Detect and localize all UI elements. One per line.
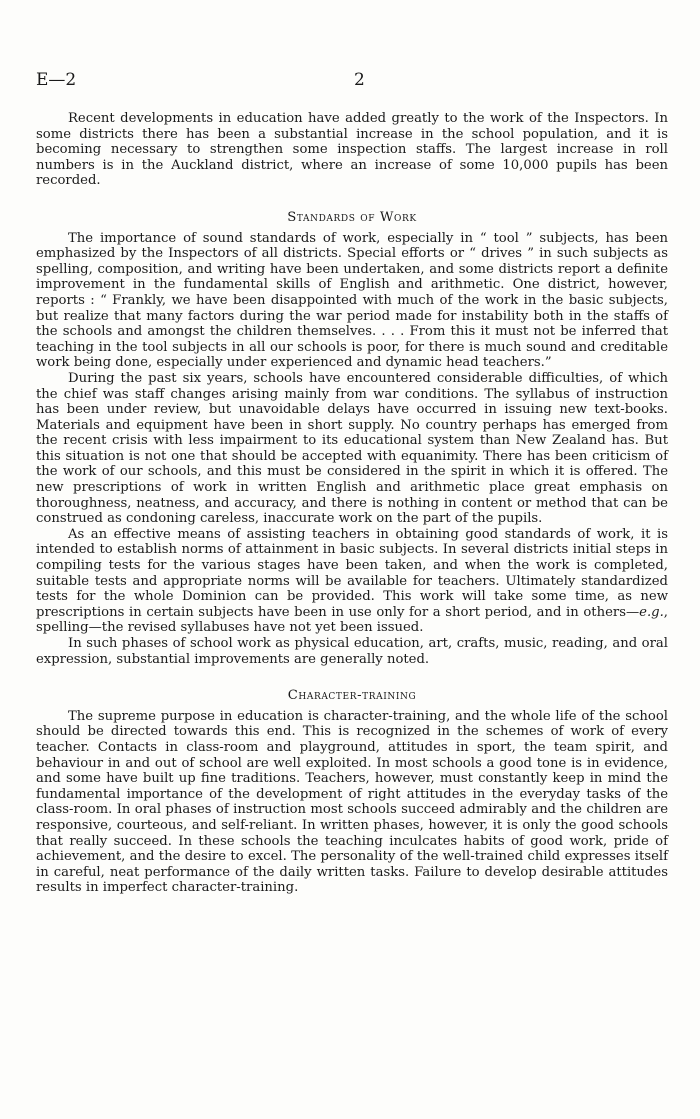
document-reference: E—2 bbox=[36, 70, 77, 90]
intro-paragraph: Recent developments in education have added greatly to the work of the Inspectors. In some districts there has been a substantial increase in the school population, and it is becoming necessary to strengthen some inspection staffs. The largest increase in roll numbers is in the Auckland district, where an increase of some 10,000 pupils has been recorded. bbox=[36, 111, 668, 189]
standards-paragraph-2: During the past six years, schools have encountered considerable difficulties, of which the chief was staff changes arising mainly from war conditions. The syllabus of instruction has been under review, but unavoidable delays have occurred in issuing new text-books. Materials and equipment have been in short supply. No country perhaps has emerged from the recent crisis with less impairment to its educational system than New Zealand has. But this situation is not one that should be accepted with equanimity. There has been criticism of the work of our schools, and this must be considered in the spirit in which it is offered. The new prescriptions of work in written English and arithmetic place great emphasis on thoroughness, neatness, and accuracy, and there is nothing in content or method that can be construed as condoning careless, inaccurate work on the part of the pupils. bbox=[36, 370, 668, 527]
standards-paragraph-1: The importance of sound standards of work, especially in “ tool ” subjects, has been emphasized by the Inspectors of all districts. Special efforts or “ drives ” in such subjects as spelling, composition, and writing have been undertaken, and some districts report a definite improvement in the fundamental skills of English and arithmetic. One district, however, reports : “ Frankly, we have been disappointed with much of the work in the basic subjects, but realize that many factors during the war period made for instability both in the staffs of the schools and amongst the children themselves. . . . From this it must not be inferred that teaching in the tool subjects in all our schools is poor, for there is much sound and creditable work being done, especially under experienced and dynamic head teachers.” bbox=[36, 230, 668, 371]
running-header bbox=[36, 70, 664, 90]
character-paragraph-1: The supreme purpose in education is character-training, and the whole life of the school should be directed towards this end. This is recognized in the schemes of work of every teacher. Contacts in class-room and playground, attitudes in sport, the team spirit, and behaviour in and out of school are well exploited. In most schools a good tone is in evidence, and some have built up fine traditions. Teachers, however, must constantly keep in mind the fundamental importance of the development of right attitudes in the everyday tasks of the class-room. In oral phases of instruction most schools succeed admirably and the children are responsive, courteous, and self-reliant. In written phases, however, it is only the good schools that really succeed. In these schools the teaching inculcates habits of good work, pride of achievement, and the desire to excel. The personality of the well-trained child expresses itself in careful, neat performance of the daily written tasks. Failure to develop desirable attitudes results in imperfect character-training. bbox=[36, 708, 668, 896]
standards-paragraph-3-text-b: , spelling—the revised syllabuses have not yet been issued. bbox=[36, 604, 668, 636]
standards-paragraph-3-text-a: As an effective means of assisting teachers in obtaining good standards of work, it is intended to establish norms of attainment in basic subjects. In several districts initial steps in compiling tests for the various stages have been taken, and when the work is completed, suitable tests and appropriate norms will be available for teachers. Ultimately standardized tests for the whole Dominion can be provided. This work will take some time, as new prescriptions in certain subjects have been in use only for a short period, and in others— bbox=[36, 526, 668, 620]
standards-paragraph-4: In such phases of school work as physical education, art, crafts, music, reading, and oral expression, substantial improvements are generally noted. bbox=[36, 636, 668, 667]
page-number: 2 bbox=[354, 70, 365, 90]
standards-paragraph-3 bbox=[36, 527, 668, 636]
section-heading-standards: Standards of Work bbox=[287, 209, 417, 225]
standards-paragraph-3-italic: e.g. bbox=[639, 604, 664, 620]
section-heading-character-training: Character-training bbox=[287, 688, 417, 704]
body-text bbox=[36, 111, 668, 896]
